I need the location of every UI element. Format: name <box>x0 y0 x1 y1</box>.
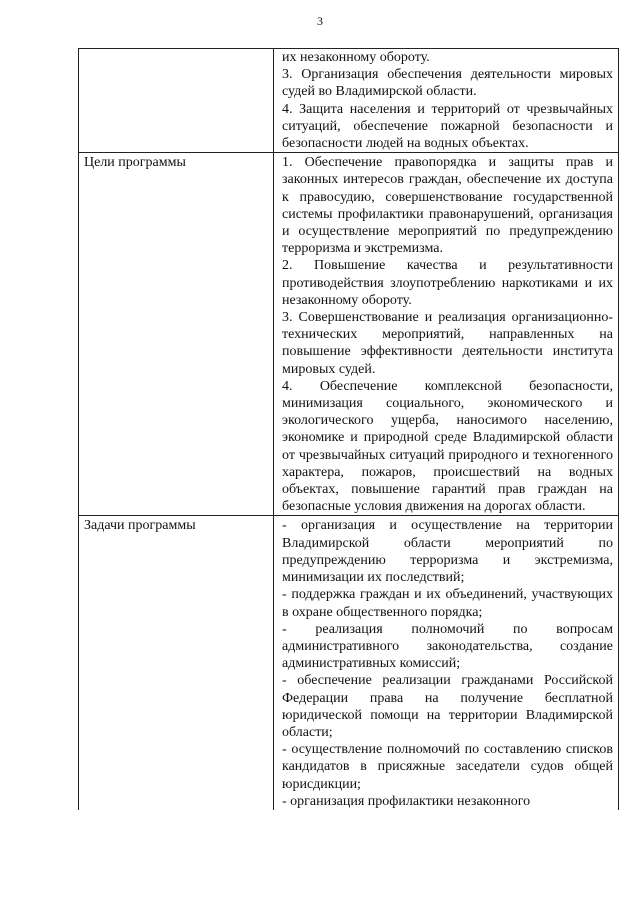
page-number: 3 <box>317 14 323 28</box>
row-label-goals: Цели программы <box>79 153 274 516</box>
content-paragraph: 4. Обеспечение комплексной безопасности, минимизация социального, экономического и экологического ущерба, наносимого населению, экономике и природной среде Владимирской области от чрезвычайных ситуаций природного и техногенного характера, пожаров, происшествий на водных объектах, повышение гарантий прав граждан на безопасные условия движения на дорогах области. <box>282 378 613 515</box>
content-paragraph: - обеспечение реализации гражданами Российской Федерации права на получение бесплатной юридической помощи на территории Владимирской области; <box>282 673 613 740</box>
content-paragraph: - осуществление полномочий по составлению списков кандидатов в присяжные заседатели судов общей юрисдикции; <box>282 742 613 792</box>
content-paragraph: - поддержка граждан и их объединений, участвующих в охране общественного порядка; <box>282 587 613 620</box>
program-passport-table <box>78 48 619 810</box>
content-paragraph: 2. Повышение качества и результативности противодействия злоупотреблению наркотиками и их незаконному обороту. <box>282 258 613 308</box>
content-paragraph: 4. Защита населения и территорий от чрезвычайных ситуаций, обеспечение пожарной безопасности и безопасности людей на водных объектах. <box>282 101 613 152</box>
content-paragraph: - реализация полномочий по вопросам административного законодательства, создание административных комиссий; <box>282 621 613 672</box>
content-paragraph: - организация и осуществление на территории Владимирской области мероприятий по предупреждению терроризма и экстремизма, минимизации их последствий; <box>282 518 613 586</box>
content-paragraph: 3. Совершенствование и реализация организационно-технических мероприятий, направленных на повышение эффективности деятельности института мировых судей. <box>282 310 613 377</box>
row-label-tasks: Задачи программы <box>79 516 274 810</box>
content-paragraph: 1. Обеспечение правопорядка и защиты прав и законных интересов граждан, обеспечение их доступа к правосудию, совершенствование государственной системы профилактики правонарушений, организация и осуществление мероприятий по предупреждению терроризма и экстремизма. <box>282 155 613 257</box>
table-row-continuation <box>79 49 619 153</box>
row-content <box>274 516 619 810</box>
table-row-tasks <box>79 516 619 810</box>
row-content <box>274 49 619 153</box>
content-paragraph: их незаконному обороту. <box>282 50 430 65</box>
content-paragraph: - организация профилактики незаконного <box>282 793 531 809</box>
row-content <box>274 153 619 516</box>
content-paragraph: 3. Организация обеспечения деятельности мировых судей во Владимирской области. <box>282 67 613 100</box>
table-row-goals <box>79 153 619 516</box>
row-label-empty <box>79 49 274 153</box>
